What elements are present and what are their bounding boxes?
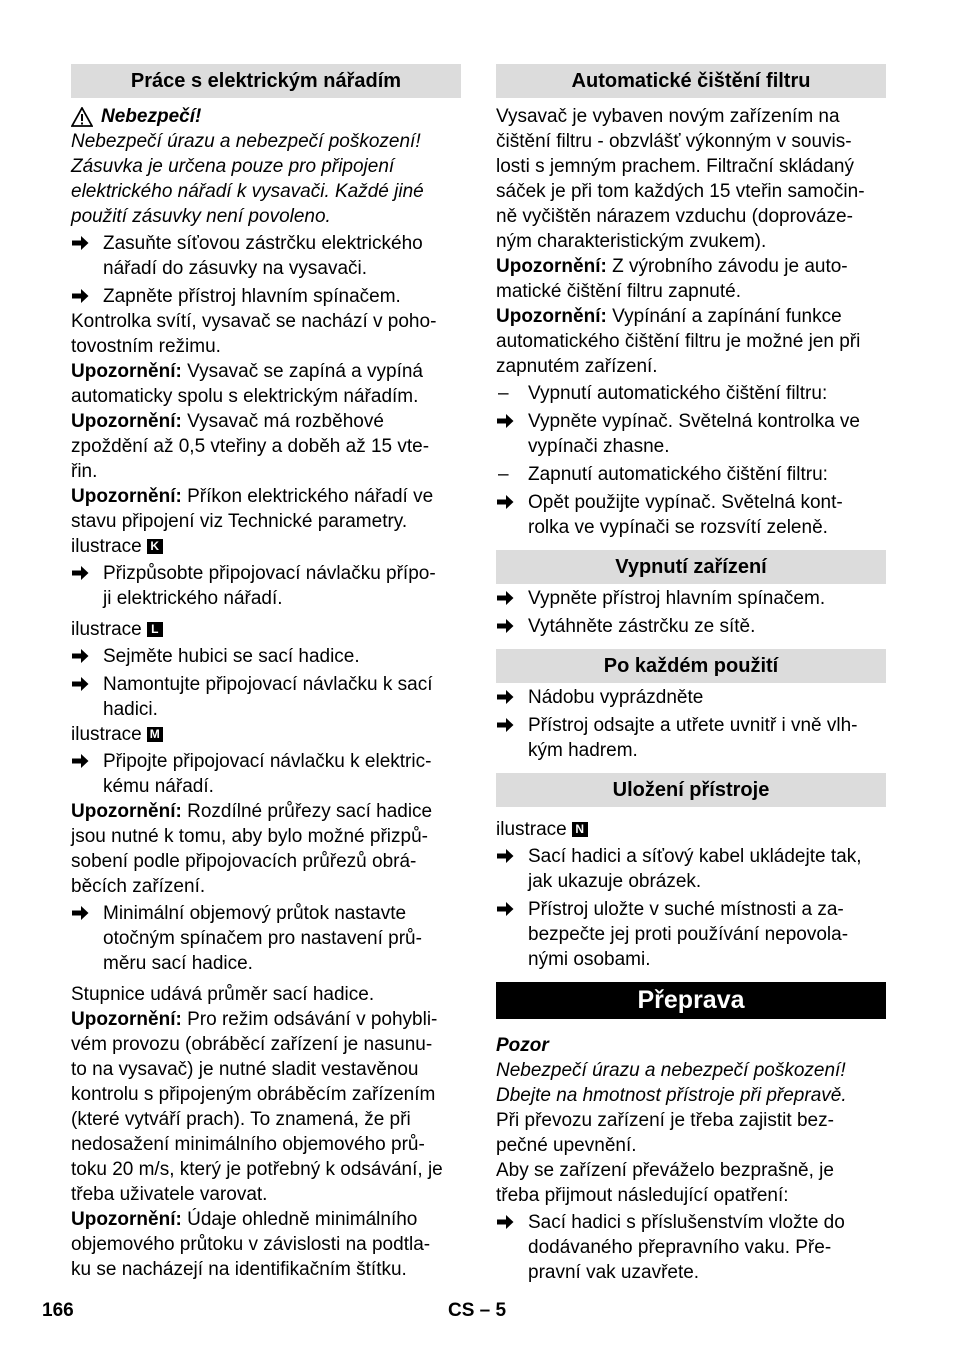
step-switch-on: Zapněte přístroj hlavním spínačem. bbox=[71, 284, 461, 309]
section-heading-after-use: Po každém použití bbox=[496, 649, 886, 683]
illustration-ref-k: ilustrace K bbox=[71, 534, 461, 559]
illustration-ref-n: ilustrace N bbox=[496, 817, 886, 842]
arrow-icon bbox=[496, 586, 528, 606]
danger-label: Nebezpečí! bbox=[101, 106, 202, 127]
note-auto-switch: Upozornění: Vysavač se zapíná a vypíná automaticky spolu s elektrickým nářadím. bbox=[71, 361, 423, 407]
step-mount-sleeve: Namontujte připojovací návlačku k sací hadici. bbox=[71, 672, 461, 722]
arrow-icon bbox=[496, 844, 528, 864]
caution-text: Nebezpečí úrazu a nebezpečí poškození! Dbejte na hmotnost přístroje při přepravě. bbox=[496, 1060, 847, 1106]
step-plug-in-tool: Zasuňte síťovou zástrčku elektrického nářadí do zásuvky na vysavači. bbox=[71, 231, 461, 281]
left-column bbox=[71, 64, 461, 1282]
arrow-icon bbox=[496, 614, 528, 634]
right-column bbox=[496, 64, 886, 1285]
step-main-switch-off: Vypněte přístroj hlavním spínačem. bbox=[496, 586, 886, 611]
dash-bullet: – bbox=[498, 464, 509, 485]
note-mobile-extraction: Upozornění: Pro režim odsávání v pohybli- vém provozu (obráběcí zařízení je nasunu- to na vysavač) je nutné sladit vestavěnou kontrolu s připojeným obráběcím zařízením (které vytváří prach). To znamená, že při nedosažení minimálního objemového prů- toku 20 m/s, který je potřebný k odsávání, je třeba uživatele varovat. bbox=[71, 1009, 443, 1205]
arrow-icon bbox=[496, 713, 528, 733]
arrow-icon bbox=[71, 672, 103, 692]
step-switch-off-filter: Vypněte vypínač. Světelná kontrolka ve vypínači zhasne. bbox=[496, 409, 886, 459]
arrow-icon bbox=[71, 644, 103, 664]
arrow-icon bbox=[496, 1210, 528, 1230]
step-clean-device: Přístroj odsajte a utřete uvnitř i vně vlh- kým hadrem. bbox=[496, 713, 886, 763]
note-type-plate: Upozornění: Údaje ohledně minimálního objemového průtoku v závislosti na podtla- ku se nacházejí na identifikačním štítku. bbox=[71, 1209, 431, 1280]
arrow-icon bbox=[71, 749, 103, 769]
note-toggle-function: Upozornění: Vypínání a zapínání funkce automatického čištění filtru je možné jen při zapnutém zařízení. bbox=[496, 306, 861, 377]
arrow-icon bbox=[71, 901, 103, 921]
note-power: Upozornění: Příkon elektrického nářadí ve stavu připojení viz Technické parametry. bbox=[71, 486, 434, 532]
arrow-icon bbox=[71, 284, 103, 304]
dash-item-enable: – Zapnutí automatického čištění filtru: bbox=[498, 464, 828, 485]
section-heading-power-tools: Práce s elektrickým nářadím bbox=[71, 64, 461, 98]
language-page-label: CS – 5 bbox=[448, 1300, 507, 1321]
arrow-icon bbox=[496, 409, 528, 429]
step-empty-container: Nádobu vyprázdněte bbox=[496, 685, 886, 710]
transport-paragraph-1: Při převozu zařízení je třeba zajistit bez- pečné upevnění. bbox=[496, 1110, 834, 1156]
filter-cleaning-paragraph: Vysavač je vybaven novým zařízením na čištění filtru - obzvlášť výkonným v souvis- losti s jemným prachem. Filtrační skládaný sáček je při tom každých 15 vteřin samočin- ně vyčištěn nárazem vzduchu (doprovázе- ným charakteristickým zvukem). bbox=[496, 106, 865, 252]
illustration-k-badge: K bbox=[147, 539, 163, 554]
illustration-n-badge: N bbox=[572, 822, 588, 837]
step-set-min-flow: Minimální objemový průtok nastavte otočným spínačem pro nastavení prů- měru sací hadice. bbox=[71, 901, 461, 976]
section-heading-switch-off: Vypnutí zařízení bbox=[496, 550, 886, 584]
step-store-hose: Sací hadici a síťový kabel ukládejte tak, jak ukazuje obrázek. bbox=[496, 844, 886, 894]
arrow-icon bbox=[71, 231, 103, 251]
illustration-m-badge: M bbox=[147, 727, 163, 742]
step-remove-nozzle: Sejměte hubici se sací hadice. bbox=[71, 644, 461, 669]
arrow-icon bbox=[496, 490, 528, 510]
standby-paragraph: Kontrolka svítí, vysavač se nachází v poho- tovostním režimu. bbox=[71, 311, 437, 357]
dash-bullet: – bbox=[498, 383, 509, 404]
step-unplug: Vytáhněte zástrčku ze sítě. bbox=[496, 614, 886, 639]
section-heading-filter-cleaning: Automatické čištění filtru bbox=[496, 64, 886, 98]
warning-triangle-icon bbox=[71, 107, 93, 127]
danger-warning bbox=[71, 104, 461, 129]
scale-paragraph: Stupnice udává průměr sací hadice. bbox=[71, 984, 375, 1005]
transport-paragraph-2: Aby se zařízení převáželo bezprašně, je třeba přijmout následující opatření: bbox=[496, 1160, 834, 1206]
caution-label: Pozor bbox=[496, 1035, 549, 1056]
arrow-icon bbox=[71, 561, 103, 581]
step-switch-on-filter: Opět použijte vypínač. Světelná kont- rolka ve vypínači se rozsvítí zeleně. bbox=[496, 490, 886, 540]
chapter-heading-transport: Přeprava bbox=[496, 982, 886, 1019]
arrow-icon bbox=[496, 685, 528, 705]
dash-item-disable: – Vypnutí automatického čištění filtru: bbox=[498, 383, 828, 404]
step-adapt-sleeve: Přizpůsobte připojovací návlačku přípo- ji elektrického nářadí. bbox=[71, 561, 461, 611]
arrow-icon bbox=[496, 897, 528, 917]
step-connect-sleeve: Připojte připojovací návlačku k elektric- kému nářadí. bbox=[71, 749, 461, 799]
note-cross-sections: Upozornění: Rozdílné průřezy sací hadice jsou nutné k tomu, aby bylo možné přizpů- sobení podle připojovacích průřezů obrá- běcích zařízení. bbox=[71, 801, 433, 897]
illustration-l-badge: L bbox=[147, 622, 163, 637]
step-store-dry: Přístroj uložte v suché místnosti a za- bezpečte jej proti používání nepovola- nými osobami. bbox=[496, 897, 886, 972]
note-delay: Upozornění: Vysavač má rozběhové zpoždění až 0,5 vteřiny a doběh až 15 vte- řin. bbox=[71, 411, 430, 482]
danger-text: Nebezpečí úrazu a nebezpečí poškození! Zásuvka je určena pouze pro připojení elektrického nářadí k vysavači. Každé jiné použití zásuvky není povoleno. bbox=[71, 131, 424, 227]
step-pack-transport-bag: Sací hadici s příslušenstvím vložte do dodávaného přepravního vaku. Pře- pravní vak uzavřete. bbox=[496, 1210, 886, 1285]
page-number: 166 bbox=[42, 1300, 74, 1321]
note-factory-default: Upozornění: Z výrobního závodu je auto- matické čištění filtru zapnuté. bbox=[496, 256, 848, 302]
illustration-ref-l: ilustrace L bbox=[71, 617, 461, 642]
section-heading-storage: Uložení přístroje bbox=[496, 773, 886, 807]
illustration-ref-m: ilustrace M bbox=[71, 722, 461, 747]
